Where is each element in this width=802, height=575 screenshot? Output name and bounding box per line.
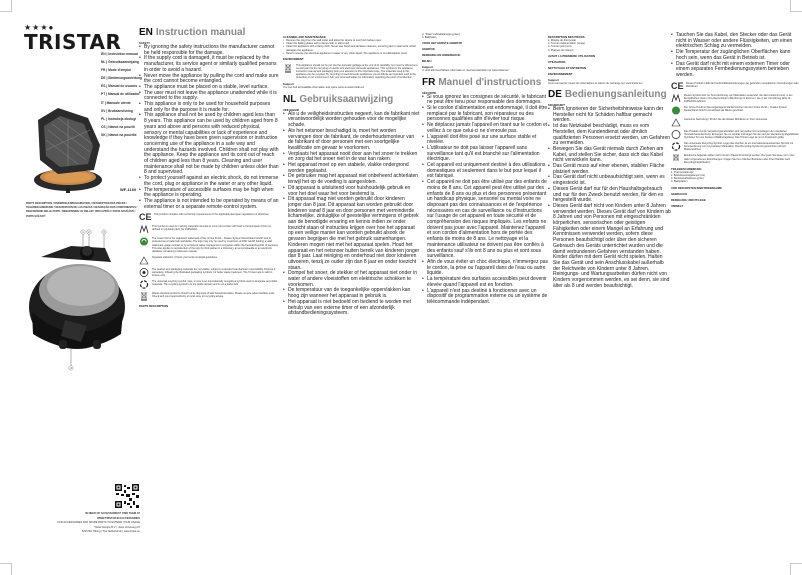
ce-mark-icon: CE — [139, 212, 152, 223]
list-item: • The user must not leave the appliance unattended while it is connected to the supply. — [139, 91, 279, 102]
cover-footer: IN NEED OF ACCESSORIES? FIND THEM AT WWW.TRISTAR.EU/ACCESSORIES FOR ACCESSORIES AND SPARE PARTS TO EXTEND YOUR USAGE Tristar Europe B.V. | Jules Verneweg 87 5015 BH Tilburg | The Netherlands | www.tristar.eu — [57, 512, 140, 534]
list-item: • The temperature of accessible surfaces may be high when the appliance is operating. — [139, 188, 279, 199]
svg-text:1: 1 — [82, 230, 84, 234]
green-dot-icon — [671, 106, 681, 115]
language-item: SK | Návod na použitie — [101, 132, 137, 137]
fr-continued-section: DESCRIPTION DES PIÈCES 1. Molette de thermostat 2. Témoin d'alimentation (rouge) 3. Témoin prêt (vert) 4. Plaques de cuisson AVANT LA PREMIÈRE UTILISATION UTILISATION NETTOYAGE ET ENTRETIEN ENVIRONNEMENT Support Vous retrouverez toutes les informations et pièces de rechange sur www.tristar.eu! DE Bedienungsanleitung SICHERHEIT • Beim Ignorieren der Sicherheitshinweise kann der Hersteller nicht für Schäden haftbar gemacht werden. • Ist das Netzkabel beschädigt, muss es vom Hersteller, dem Kundendienst oder ähnlich qualifizierten Personen ersetzt werden, um Gefahren zu vermeiden. • Bewegen Sie das Gerät niemals durch Ziehen am Kabel, und stellen Sie sicher, dass sich das Kabel nicht verwickeln kann. • Das Gerät muss auf einer ebenen, stabilen Fläche platziert werden. • Das Gerät darf nicht unbeaufsichtigt sein, wenn es eingesteckt ist. • Dieses Gerät darf nur für den Haushaltsgebrauch und nur für den Zweck benutzt werden, für den es hergestellt wurde. • Dieses Gerät darf nicht von Kindern unter 8 Jahren verwendet werden. Dieses Gerät darf von Kindern ab 8 Jahren und von Personen mit eingeschränkten körperlichen, sensorischen oder geistigen Fähigkeiten oder einem Mangel an Erfahrung und Kenntnissen verwendet werden, sofern diese Personen beaufsichtigt oder über den sicheren Gebrauch des Geräts unterrichtet wurden und die damit verbundenen Gefahren verstanden haben. Kinder dürfen mit dem Gerät nicht spielen. Halten Sie das Gerät und sein Anschlusskabel außerhalb der Reichweite von Kindern unter 8 Jahren. Reinigungs- und Wartungsarbeiten dürfen nicht von Kindern vorgenommen werden, es sei denn, sie sind älter als 8 und werden beaufsichtigt. — [548, 33, 671, 290]
language-item: IT | Manuale utente — [101, 100, 131, 105]
en-continued-section: CLEANING AND MAINTENANCE • Remove the plug from the wall outlet and allow the device to cool both halves open. • Clean the baking plates with a damp cloth or soft brush. • Clean the appliance with a damp cloth. Never use harsh and abrasive cleaners, scouring pad or steel wool, which damages the appliance. • Never immerse the electrical appliance in water or any other liquid. The appliance is not dishwasher proof. ENVIRONMENT This appliance should not be put into the domestic garbage at the end of its durability, but must be offered at a central point for the recycling of electric and electronic domestic appliances. This symbol on the appliance, instruction manual and packaging puts your attention to this important issue. The materials used in this appliance can be recycled. By recycling of used domestic appliances you contribute an important push to the protection of our environment. Ask your local authorities for information regarding the point of recollection. Support You can find all available information and spare parts at www.tristar.eu! NL Gebruiksaanwijzing VEILIGHEID • Als u de veiligheidsinstructies negeert, kan de fabrikant niet verantwoordelijk worden gehouden voor de mogelijke schade. • Als het netsnoer beschadigd is, moet het worden vervangen door de fabrikant, de onderhoudsmonteur van de fabrikant of door personen met een soortgelijke kwalificatie om gevaar te voorkomen. • Verplaats het apparaat nooit door aan het snoer te trekken en zorg dat het snoer niet in de war kan raken. • Het apparaat moet op een stabiele, vlakke ondergrond worden geplaatst. • De gebruiker mag het apparaat niet onbeheerd achterlaten terwijl het op de voeding is aangesloten. • Dit apparaat is uitsluitend voor huishoudelijk gebruik en voor het doel waar het voor bestemd is. • Dit apparaat mag niet worden gebruikt door kinderen jonger dan 8 jaar. Dit apparaat kan worden gebruikt door kinderen vanaf 8 jaar en door personen met verminderde lichamelijke, zintuiglijke of geestelijke vermogens of gebrek aan de benodigde ervaring en kennis indien ze onder toezicht staan of instructies krijgen over hoe het apparaat op een veilige manier kan worden gebruikt alsook de gevaren begrijpen die met het gebruik samenhangen. Kinderen mogen niet met het apparaat spelen. Houd het apparaat en het netsnoer buiten bereik van kinderen jonger dan 8 jaar. Laat reiniging en onderhoud niet door kinderen uitvoeren, tenzij ze ouder zijn dan 8 jaar en onder toezicht staan. • Dompel het snoer, de stekker of het apparaat niet onder in water of andere vloeistoffen om elektrische schokken te voorkomen. • De temperatuur van de toegankelijke oppervlakken kan hoog zijn wanneer het apparaat in gebruik is. • Het apparaat is niet bedoeld om bediend te worden met behulp van een externe timer of een afzonderlijk afstandbedieningssysteem. — [283, 33, 420, 317]
cover-column — [0, 0, 142, 575]
food-contact-icon — [671, 94, 681, 103]
language-item: EN | Instruction manual — [101, 52, 138, 56]
svg-text:4: 4 — [70, 366, 72, 370]
list-item: • The appliance must be placed on a stable, level surface. — [139, 85, 279, 91]
model-number: WF-1160 — [120, 187, 137, 192]
list-item: • To protect yourself against an electric shock, do not immerse the cord, plug or appliance in the water or any other liquid. — [139, 176, 279, 187]
accessories-url[interactable]: WWW.TRISTAR.EU/ACCESSORIES — [97, 516, 140, 520]
section-title-fr: FR Manuel d'instructions — [422, 76, 542, 88]
section-title-nl: NL Gebruiksaanwijzing — [283, 93, 394, 105]
list-item: • The appliance is not intended to be operated by means of an external timer or a separate remote-control system. — [139, 199, 279, 210]
green-dot-row: The Green Dot is the registered trademark of Der Grüne Punkt – Duales System Deutschland GmbH and is protected as a trademark worldwide. The logo may only be used by customers of DSD GmbH holding a valid trademark usage contract or by employed waste management companies within the Federal Republic of Germany. This also applies to reproduction of the logo by third parties in a dictionary, an encyclopaedia or an electronic database containing a reference manual. — [139, 237, 279, 252]
crossed-bin-icon — [671, 154, 681, 163]
crop-mark — [790, 0, 802, 12]
waffle-maker-photo — [28, 100, 106, 195]
section-title-de: DE Bedienungsanleitung — [548, 89, 667, 101]
language-item: PL | Instrukcja obsługi — [101, 116, 137, 121]
recycling-icon — [671, 142, 681, 151]
svg-text:2: 2 — [88, 230, 90, 234]
list-item: • This appliance is only to be used for household purposes and only for the purpose it is made for. — [139, 102, 279, 113]
de-continued-section: • Tauchen Sie das Kabel, den Stecker oder das Gerät nicht in Wasser oder andere Flüssigkeiten, um einen elektrischen Schlag zu vermeiden. • Die Temperatur der zugänglichen Oberflächen kann hoch sein, wenn das Gerät in Betrieb ist. • Das Gerät darf nicht mit einem externen Timer oder einem separaten Fernbedienungssystem betrieben werden. CE Dieses Produkt erfüllt die Konformitätsanforderungen der geltenden europäischen Verordnungen oder Richtlinien. Dieses Symbol wird zur Kennzeichnung von Materialien verwendet, die dazu bestimmt sind, in der Europäischen Union mit Lebensmitteln in Berührung zu kommen, wie in der Verordnung (EG) Nr. 1935/2004 definiert. Der Grüne Punkt ist das eingetragene Markenzeichen der Der Grüne Punkt – Duales System Deutschland GmbH und weltweit als Marke geschützt. Getrennte Sammlung / Prüfen Sie die lokalen Richtlinien in Ihrer Gemeinde. Das Produkt und die Verpackungsmaterialien sind recycelbar und unterliegen der erweiterten Herstellerverantwortung. Entsorgen Sie es separat und folgen Sie den auf der Verpackung abgebildeten Symbolen für eine bessere Abfallbehandlung. Das Triman-Logo ist nur in Frankreich gültig. Das universelle Recycling-Symbol, Logo oder Zeichen ist ein international anerkanntes Symbol zur Kennzeichnung von recycelbaren Materialien. Das Recycling-Symbol ist gemeinfrei und kein Markenzeichen. Elektrische Altgeräte sollten nicht mit dem Hausmüll entsorgt werden. Recyceln Sie diese nur in den dafür vorgesehenen Einrichtungen. Fragen Sie Ihre örtlichen Behörden oder Ihren Händler nach Recyclingmöglichkeiten. TEILEBESCHREIBUNG 1. Thermostatknopf 2. Betriebsanzeigelampe (rot) 3. Bereitschaftslampe (grün) 4. Backplatten VOR DER ERSTEN INBETRIEBNAHME GEBRAUCH REINIGUNG UND PFLEGE UMWELT — [671, 33, 799, 208]
crop-mark — [790, 563, 802, 575]
language-item: SV | Bruksanvisning — [101, 108, 133, 113]
star-icon: ★★★● — [24, 23, 55, 32]
parts-diagram — [27, 222, 127, 387]
language-item: NL | Gebruiksaanwijzing — [101, 60, 140, 65]
language-item: PT | Manual de utilizador — [101, 92, 140, 97]
nl-continued-section: 3. "Klaar"-indicatielampje (groen) 4. Bakplaten VOOR HET EERSTE GEBRUIK GEBRUIK REINIGING EN ONDERHOUD MILIEU Support U vindt alle beschikbare informatie en reserveonderdelen op www.tristar.eu! FR Manuel d'instructions SÉCURITÉ • Si vous ignorez les consignes de sécurité, le fabricant ne peut être tenu pour responsable des dommages. • Si le cordon d'alimentation est endommagé, il doit être remplacé par le fabricant, son réparateur ou des personnes qualifiées afin d'éviter tout risque. • Ne déplacez jamais l'appareil en tirant sur le cordon et veillez à ce que celui-ci ne s'enroule pas. • L'appareil doit être posé sur une surface stable et nivelée. • L'utilisateur ne doit pas laisser l'appareil sans surveillance tant qu'il est branché sur l'alimentation électrique. • Cet appareil est uniquement destiné à des utilisations domestiques et seulement dans le but pour lequel il est fabriqué. • Cet appareil ne doit pas être utilisé par des enfants de moins de 8 ans. Cet appareil peut être utilisé par des enfants de 8 ans ou plus et des personnes présentant un handicap physique, sensoriel ou mental voire ne disposant pas des connaissances et de l'expérience nécessaires en cas de surveillance ou d'instructions sur l'usage de cet appareil en toute sécurité et de compréhension des risques impliqués. Les enfants ne doivent pas jouer avec l'appareil. Maintenez l'appareil et son cordon d'alimentation hors de portée des enfants de moins de 8 ans. Le nettoyage et la maintenance utilisateur ne doivent pas être confiés à des enfants sauf s'ils ont 8 ans ou plus et sont sous surveillance. • Afin de vous éviter un choc électrique, n'immergez pas le cordon, la prise ou l'appareil dans de l'eau ou autre liquide. • La température des surfaces accessibles peut devenir élevée quand l'appareil est en fonction. • L'appareil n'est pas destiné à fonctionner avec un dispositif de programmation externe ou un système de télécommande indépendant. — [422, 33, 548, 306]
triman-row: The product and packaging materials are recyclable, subject to extended manufacturer responsibility. Dispose it separately, following the illustrated packaging symbols, for better waste treatment. The Triman logo is valid in France only. — [139, 268, 279, 277]
language-item: DE | Bedienungsanleitung — [101, 76, 142, 81]
svg-text:3: 3 — [103, 230, 105, 234]
en-section: EN Instruction manual SAFETY • By ignoring the safety instructions the manufacturer cannot be held responsible for the damage. • If the supply cord is damaged, it must be replaced by the manufacturer, its service agent or similarly qualified persons in order to avoid a hazard. • Never move the appliance by pulling the cord and make sure the cord cannot become entangled. • The appliance must be placed on a stable, level surface. • The user must not leave the appliance unattended while it is connected to the supply. • This appliance is only to be used for household purposes and only for the purpose it is made for. • This appliance shall not be used by children aged less than 8 years. This appliance can be used by children aged from 8 years and above and persons with reduced physical, sensory or mental capabilities or lack of experience and knowledge if they have been given supervision or instruction concerning use of the appliance in a safe way and understand the hazards involved. Children shall not play with the appliance. Keep the appliance and its cord out of reach of children aged less than 8 years. Cleaning and user maintenance shall not be made by children unless older than 8 and supervised. • To protect yourself against an electric shock, do not immerse the cord, plug or appliance in the water or any other liquid. • The temperature of accessible surfaces may be high when the appliance is operating. • The appliance is not intended to be operated by means of an external timer or a separate remote-control system. CE This product complies with conformity requirements of the applicable European regulations or directives. This symbol is used for marking materials intended to come into contact with food in the European Union as defined in regulation (EC) No 1935/2004. The Green Dot is the registered trademark of Der Grüne Punkt – Duales System Deutschland GmbH and is protected as a trademark worldwide. The logo may only be used by customers of DSD GmbH holding a valid trademark usage contract or by employed waste management companies within the Federal Republic of Germany. This also applies to reproduction of the logo by third parties in a dictionary, an encyclopaedia or an electronic database containing a reference manual. Separate collection | Check your local municipal guidelines. The product and packaging materials are recyclable, subject to extended manufacturer responsibility. Dispose it separately, following the illustrated packaging symbols, for better waste treatment. The Triman logo is valid in France only. The universal recycling symbol, logo, or icon is an internationally recognized symbol used to designate recyclable materials. The recycling symbol is in the public domain and is not a trademark. Waste electrical products should not be disposed of with household waste. Please recycle where facilities exist. Check with your local Authority or local store for recycling advice. PARTS DESCRIPTION — [139, 27, 279, 308]
safety-list-fr: • Si vous ignorez les consignes de sécurité, le fabricant ne peut être tenu pour responsable des dommages. • Si le cordon d'alimentation est endommagé, il doit être remplacé par le fabricant, son réparateur ou des personnes qualifiées afin d'éviter tout risque. • Ne déplacez jamais l'appareil en tirant sur le cordon et veillez à ce que celui-ci ne s'enroule pas. • L'appareil doit être posé sur une surface stable et nivelée. • L'utilisateur ne doit pas laisser l'appareil sans surveillance tant qu'il est branché sur l'alimentation électrique. • Cet appareil est uniquement destiné à des utilisations domestiques et seulement dans le but pour lequel il est fabriqué. • Cet appareil ne doit pas être utilisé par des enfants de moins de 8 ans. Cet appareil peut être utilisé par des enfants de 8 ans ou plus et des personnes présentant un handicap physique, sensoriel ou mental voire ne disposant pas des connaissances et de l'expérience nécessaires en cas de surveillance ou d'instructions sur l'usage de cet appareil en toute sécurité et de compréhension des risques impliqués. Les enfants ne doivent pas jouer avec l'appareil. Maintenez l'appareil et son cordon d'alimentation hors de portée des enfants de moins de 8 ans. Le nettoyage et la maintenance utilisateur ne doivent pas être confiés à des enfants sauf s'ils ont 8 ans ou plus et sont sous surveillance. • Afin de vous éviter un choc électrique, n'immergez pas le cordon, la prise ou l'appareil dans de l'eau ou autre liquide. • La température des surfaces accessibles peut devenir élevée quand l'appareil est en fonction. • L'appareil n'est pas destiné à fonctionner avec un dispositif de programmation externe ou un système de télécommande indépendant. — [422, 95, 548, 306]
crossed-bin-icon — [139, 292, 149, 301]
triangle-icon — [139, 256, 149, 265]
section-title-en: EN Instruction manual — [139, 27, 246, 38]
separate-collection-row: Separate collection | Check your local municipal guidelines. — [139, 256, 279, 265]
language-item: CS | Návod na použití — [101, 124, 135, 129]
safety-list-nl: • Als u de veiligheidsinstructies negeert, kan de fabrikant niet verantwoordelijk worden gehouden voor de mogelijke schade. • Als het netsnoer beschadigd is, moet het worden vervangen door de fabrikant, de onderhoudsmonteur van de fabrikant of door personen met een soortgelijke kwalificatie om gevaar te voorkomen. • Verplaats het apparaat nooit door aan het snoer te trekken en zorg dat het snoer niet in de war kan raken. • Het apparaat moet op een stabiele, vlakke ondergrond worden geplaatst. • De gebruiker mag het apparaat niet onbeheerd achterlaten terwijl het op de voeding is aangesloten. • Dit apparaat is uitsluitend voor huishoudelijk gebruik en voor het doel waar het voor bestemd is. • Dit apparaat mag niet worden gebruikt door kinderen jonger dan 8 jaar. Dit apparaat kan worden gebruikt door kinderen vanaf 8 jaar en door personen met verminderde lichamelijke, zintuiglijke of geestelijke vermogens of gebrek aan de benodigde ervaring en kennis indien ze onder toezicht staan of instructies krijgen over hoe het apparaat op een veilige manier kan worden gebruikt alsook de gevaren begrijpen die met het gebruik samenhangen. Kinderen mogen niet met het apparaat spelen. Houd het apparaat en het netsnoer buiten bereik van kinderen jonger dan 8 jaar. Laat reiniging en onderhoud niet door kinderen uitvoeren, tenzij ze ouder zijn dan 8 jaar en onder toezicht staan. • Dompel het snoer, de stekker of het apparaat niet onder in water of andere vloeistoffen om elektrische schokken te voorkomen. • De temperatuur van de toegankelijke oppervlakken kan hoog zijn wanneer het apparaat in gebruik is. • Het apparaat is niet bedoeld om bediend te worden met behulp van een externe timer of een afzonderlijk afstandbedieningssysteem. — [283, 112, 420, 317]
recycling-row: The universal recycling symbol, logo, or icon is an internationally recognized symbol used to designate recyclable materials. The recycling symbol is in the public domain and is not a trademark. — [139, 280, 279, 289]
parts-heading-multilang: PARTS DESCRIPTION / ONDERDELENBESCHRIJVING / DESCRIPTION DES PIÈCES / TEILEBESCHREIBUNG / DESCRIPCIÓN DE LAS PIEZAS / DESCRIÇÃO DOS COMPONENTES / DESCRIZIONE DELLE PARTI / BESKRIVNING AV DELAR / OPIS CZĘŚCI / POPIS SOUČÁSTÍ / POPIS SÚČASTÍ — [26, 202, 138, 218]
cleaning-list-en: • Remove the plug from the wall outlet and allow the device to cool both halves open. • Clean the baking plates with a damp cloth or soft brush. • Clean the appliance with a damp cloth. Never use harsh and abrasive cleaners, scouring pad or steel wool, which damages the appliance. • Never immerse the electrical appliance in water or any other liquid. The appliance is not dishwasher proof. — [283, 39, 420, 55]
safety-list-en — [139, 45, 279, 210]
green-dot-icon — [139, 237, 149, 246]
brand-logo: ★★★● TRISTAR — [24, 23, 122, 54]
safety-list-de-cont: • Tauchen Sie das Kabel, den Stecker oder das Gerät nicht in Wasser oder andere Flüssigkeiten, um einen elektrischen Schlag zu vermeiden. • Die Temperatur der zugänglichen Oberflächen kann hoch sein, wenn das Gerät in Betrieb ist. • Das Gerät darf nicht mit einem externen Timer oder einem separaten Fernbedienungssystem betrieben werden. — [671, 33, 799, 79]
safety-list-de: • Beim Ignorieren der Sicherheitshinweise kann der Hersteller nicht für Schäden haftbar gemacht werden. • Ist das Netzkabel beschädigt, muss es vom Hersteller, dem Kundendienst oder ähnlich qualifizierten Personen ersetzt werden, um Gefahren zu vermeiden. • Bewegen Sie das Gerät niemals durch Ziehen am Kabel, und stellen Sie sicher, dass sich das Kabel nicht verwickeln kann. • Das Gerät muss auf einer ebenen, stabilen Fläche platziert werden. • Das Gerät darf nicht unbeaufsichtigt sein, wenn es eingesteckt ist. • Dieses Gerät darf nur für den Haushaltsgebrauch und nur für den Zweck benutzt werden, für den es hergestellt wurde. • Dieses Gerät darf nicht von Kindern unter 8 Jahren verwendet werden. Dieses Gerät darf von Kindern ab 8 Jahren und von Personen mit eingeschränkten körperlichen, sensorischen oder geistigen Fähigkeiten oder einem Mangel an Erfahrung und Kenntnissen verwendet werden, sofern diese Personen beaufsichtigt oder über den sicheren Gebrauch des Geräts unterrichtet wurden und die damit verbundenen Gefahren verstanden haben. Kinder dürfen mit dem Gerät nicht spielen. Halten Sie das Gerät und sein Anschlusskabel außerhalb der Reichweite von Kindern unter 8 Jahren. Reinigungs- und Wartungsarbeiten dürfen nicht von Kindern vorgenommen werden, es sei denn, sie sind älter als 8 und werden beaufsichtigt. — [548, 107, 671, 290]
list-item: • Never move the appliance by pulling the cord and make sure the cord cannot become entangled. — [139, 74, 279, 85]
triman-icon — [671, 130, 681, 139]
language-item: ES | Manual de usuario — [101, 84, 138, 89]
food-contact-icon — [139, 225, 149, 234]
ce-mark-row: CE This product complies with conformity requirements of the applicable European regulations or directives. — [139, 212, 270, 223]
list-item: • This appliance shall not be used by children aged less than 8 years. This appliance can be used by children aged from 8 years and above and persons with reduced physical, sensory or mental capabilities or lack of experience and knowledge if they have been given supervision or instruction concerning use of the appliance in a safe way and understand the hazards involved. Children shall not play with the appliance. Keep the appliance and its cord out of reach of children aged less than 8 years. Cleaning and user maintenance shall not be made by children unless older than 8 and supervised. — [139, 113, 279, 176]
triman-icon — [139, 268, 149, 277]
recycling-icon — [139, 280, 149, 289]
food-contact-row: This symbol is used for marking materials intended to come into contact with food in the European Union as defined in regulation (EC) No 1935/2004. — [139, 225, 279, 234]
list-item: • By ignoring the safety instructions the manufacturer cannot be held responsible for the damage. — [139, 45, 279, 56]
language-item: FR | Mode d'emploi — [101, 68, 132, 73]
triangle-icon — [671, 118, 681, 127]
language-list — [101, 50, 141, 139]
weee-row: Waste electrical products should not be disposed of with household waste. Please recycle where facilities exist. Check with your local Authority or local store for recycling advice. — [139, 292, 279, 301]
crossed-bin-icon — [283, 64, 293, 73]
qr-code[interactable] — [114, 483, 140, 509]
list-item: • If the supply cord is damaged, it must be replaced by the manufacturer, its service agent or similarly qualified persons in order to avoid a hazard. — [139, 56, 279, 73]
ce-mark-icon: CE — [671, 80, 684, 91]
